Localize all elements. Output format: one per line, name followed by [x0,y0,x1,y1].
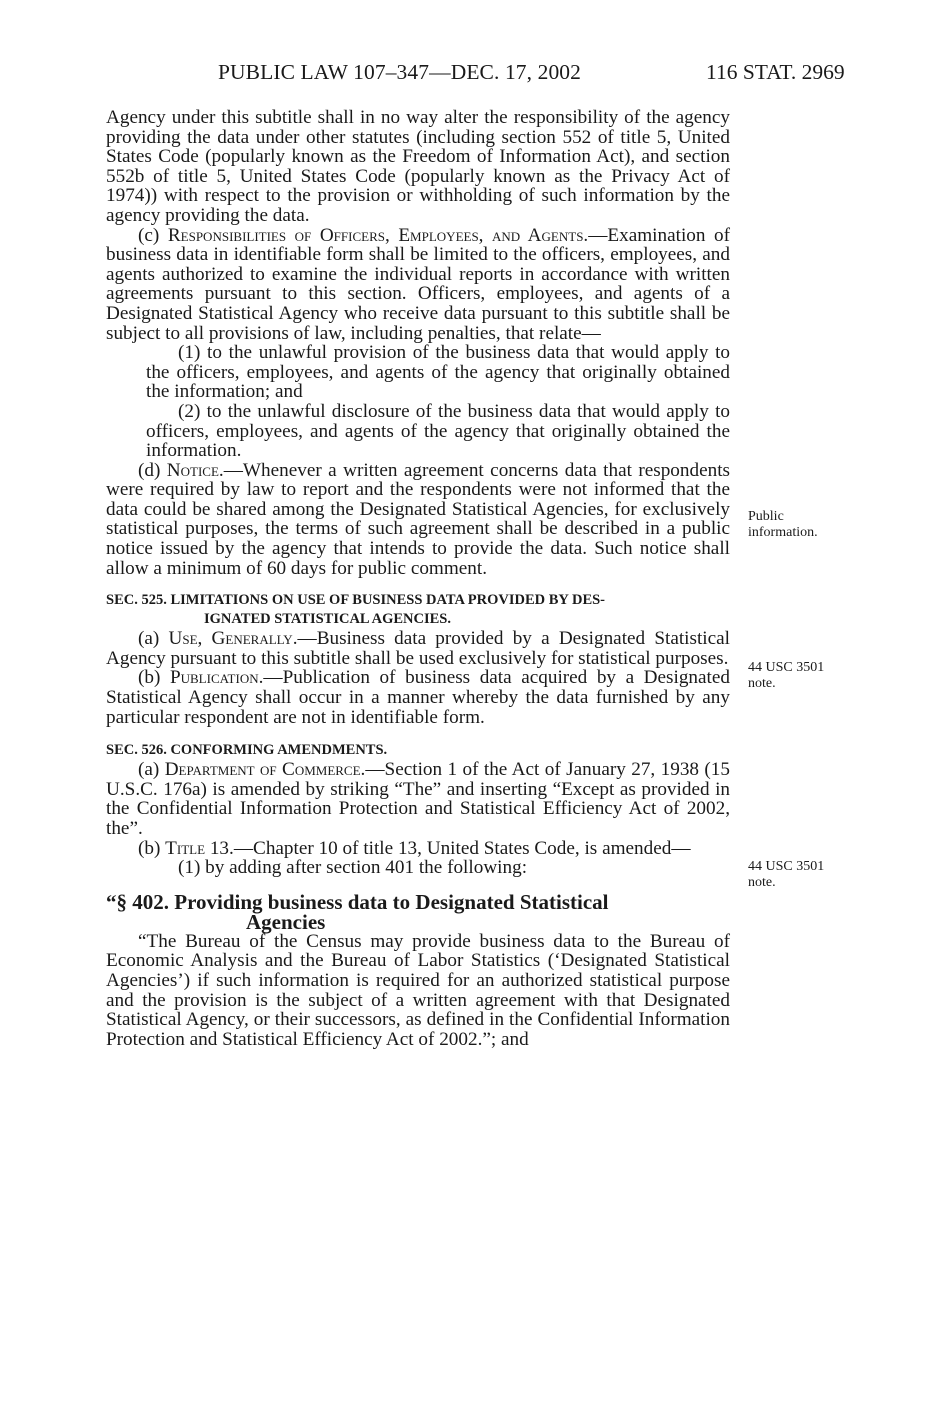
section-526-a-label: (a) [138,759,165,781]
margin-note-usc-526-line1: 44 USC 3501 [748,859,825,874]
section-526-b-heading: Title 13. [165,837,234,859]
paragraph-b1: (1) by adding after section 401 the following: [178,857,528,879]
margin-note-public-line1: Public [748,509,784,524]
margin-note-usc-525 [748,660,858,692]
subsection-c-label: (c) [138,224,168,246]
section-526-heading: SEC. 526. CONFORMING AMENDMENTS. [106,742,388,759]
section-526-a-text: —Section 1 of the Act of January 27, 1938 (15 U.S.C. 176a) is amended by striking “The” and inserting “Except as provided in the Confidential Information Protection and Statistical Efficiency Act of 2002, the”. [106,759,730,839]
statute-page-number: 116 STAT. 2969 [706,60,845,84]
subsection-d-label: (d) [138,459,167,481]
section-525-subsection-b [106,668,730,727]
margin-note-usc-526-line2: note. [748,875,776,890]
page-header [0,60,939,90]
paragraph-c2: (2) to the unlawful disclosure of the business data that would apply to officers, employees, and agents of the agency that originally obtained the information. [146,400,730,462]
paragraph-c1: (1) to the unlawful provision of the business data that would apply to the officers, employees, and agents of the agency that originally obtained the information; and [146,342,730,403]
section-525-subsection-a [106,629,730,668]
margin-note-public-line2: information. [748,525,818,540]
section-525-heading-line2: IGNATED STATISTICAL AGENCIES. [204,611,451,628]
section-525-a-text: —Business data provided by a Designated Statistical Agency pursuant to this subtitle shall be used exclusively for statistical purposes. [106,628,731,669]
section-402-heading [106,889,730,934]
section-525-heading [106,591,730,629]
section-525-b-heading: Publication. [169,667,264,689]
subsection-c-text: —Examination of business data in identifiable form shall be limited to the officers, employees, and agents authorized to examine the individual reports in accordance with written agreements pursuant to this section. Officers, employees, and agents of a Designated Statistical Agency who receive data pursuant to this subtitle shall be subject to all provisions of law, including penalties, that relate— [106,224,731,344]
subsection-d-text: —Whenever a written agreement concerns data that respondents were required by law to report and the respondents were not informed that the data could be shared among the Designated Statistical Agencies, for exclusively statistical purposes, the terms of such agreement shall be described in a public notice issued by the agency that intends to provide the data. Such notice shall allow a minimum of 60 days for public comment. [106,459,730,579]
section-402-text: “The Bureau of the Census may provide business data to the Bureau of Economic Analysis and the Bureau of Labor Statistics (‘Designated Statistical Agencies’) if such information is required for an authorized statistical purpose and the provision is the subject of a written agreement with that Designated Statistical Agency, or their successors, as defined in the Confidential Information Protection and Statistical Efficiency Act of 2002.”; and [106,930,730,1050]
subsection-c-heading: Responsibilities of Officers, Employees, and Agents. [167,224,589,246]
public-law-citation: PUBLIC LAW 107–347—DEC. 17, 2002 [218,60,581,84]
section-526-b-text: —Chapter 10 of title 13, United States Code, is amended— [233,837,691,859]
subsection-d [106,461,730,579]
margin-note-usc-526 [748,859,858,891]
section-402-heading-line1: “§ 402. Providing business data to Designated Statistical [106,889,609,914]
subsection-d-heading: Notice. [166,459,224,481]
subsection-c [106,226,730,344]
section-525-heading-line1: SEC. 525. LIMITATIONS ON USE OF BUSINESS DATA PROVIDED BY DES- [106,592,606,609]
section-526-subsection-a [106,760,730,838]
margin-note-usc-525-line1: 44 USC 3501 [748,660,825,675]
section-402-heading-line2: Agencies [246,909,326,934]
section-526-subsection-b [106,839,730,859]
section-525-a-heading: Use, Generally. [168,628,298,650]
margin-note-usc-525-line2: note. [748,676,776,691]
section-526-a-heading: Department of Commerce. [164,759,366,781]
body-text [106,108,730,1049]
section-525-a-label: (a) [138,628,169,650]
section-525-b-text: —Publication of business data acquired by a Designated Statistical Agency shall occur in a manner whereby the data furnished by any particular respondent are not in identifiable form. [106,667,730,728]
margin-note-public-information [748,509,858,541]
section-526-b-label: (b) [138,837,166,859]
section-525-b-label: (b) [138,667,170,689]
intro-paragraph: Agency under this subtitle shall in no way alter the responsibility of the agency providing the data under other statutes (including section 552 of title 5, United States Code (popularly known as the Freedom of Information Act), and section 552b of title 5, United States Code (popularly known as the Privacy Act of 1974)) with respect to the provision or withholding of such information by the agency providing the data. [106,107,730,226]
